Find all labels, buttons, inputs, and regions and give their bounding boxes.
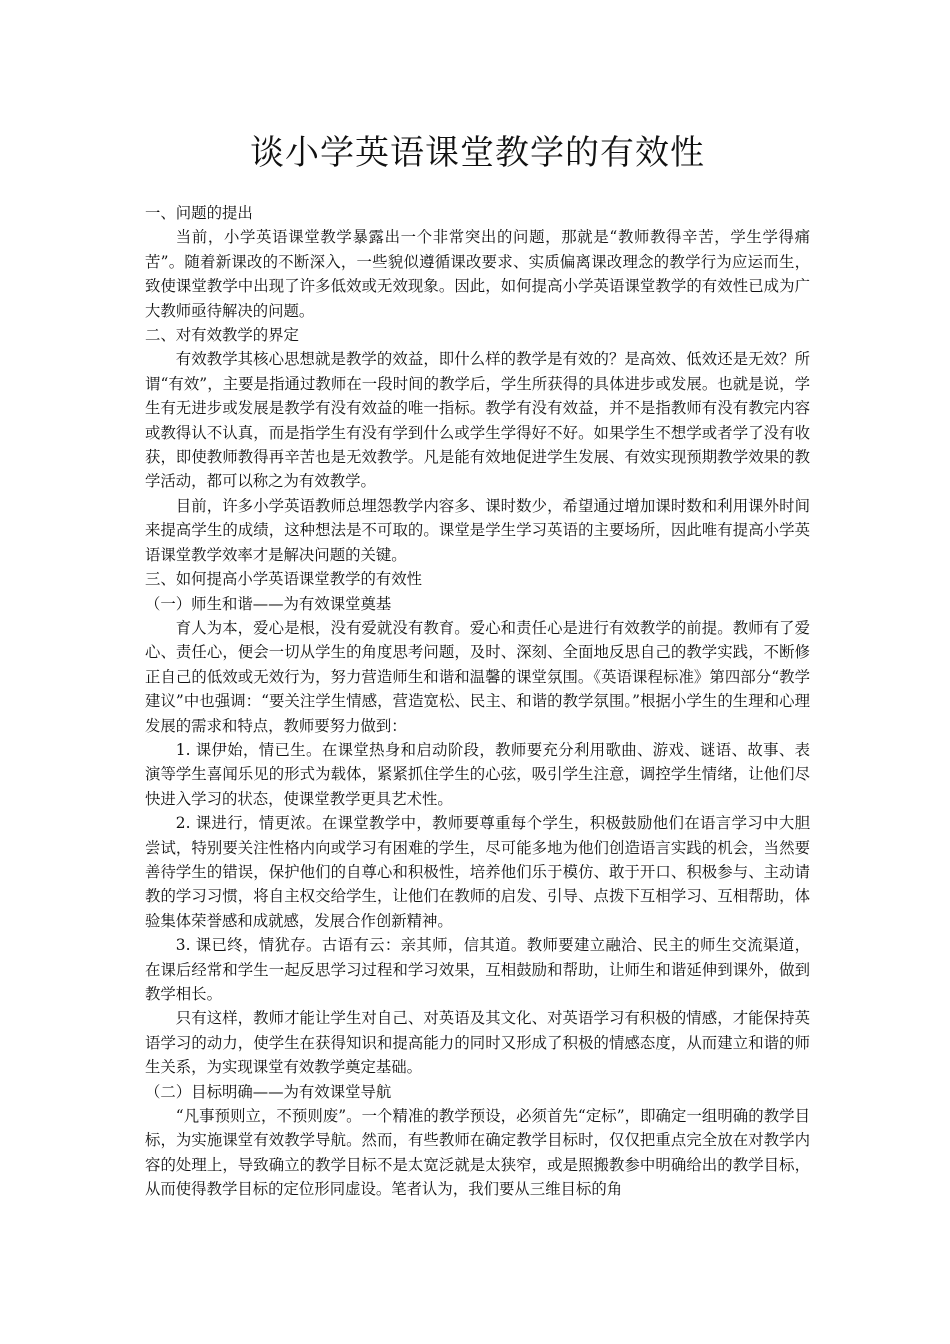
document-page xyxy=(145,0,810,1202)
section-heading: （二）目标明确——为有效课堂导航 xyxy=(145,1082,392,1101)
body-paragraph: 2. 课进行，情更浓。在课堂教学中，教师要尊重每个学生，积极鼓励他们在语言学习中大胆尝试，特别要关注性格内向或学习有困难的学生，尽可能多地为他们创造语言实践的机会，当然要善待学生的错误，保护他们的自尊心和积极性，培养他们乐于模仿、敢于开口、积极参与、主动请教的学习习惯，将自主权交给学生，让他们在教师的启发、引导、点拨下互相学习、互相帮助，体验集体荣誉感和成就感，发展合作创新精神。 xyxy=(145,814,810,930)
document-body xyxy=(145,201,810,1202)
section-heading: 二、对有效教学的界定 xyxy=(145,326,299,345)
body-paragraph: 育人为本，爱心是根，没有爱就没有教育。爱心和责任心是进行有效教学的前提。教师有了爱心、责任心，便会一切从学生的角度思考问题，及时、深刻、全面地反思自己的教学实践，不断修正自己的低效或无效行为，努力营造师生和谐和温馨的课堂氛围。《英语课程标准》第四部分“教学建议”中也强调：“要关注学生情感，营造宽松、民主、和谐的教学氛围。”根据小学生的生理和心理发展的需求和特点，教师要努力做到： xyxy=(145,618,810,735)
section-heading: 三、如何提高小学英语课堂教学的有效性 xyxy=(145,570,423,589)
body-paragraph: “凡事预则立，不预则废”。一个精准的教学预设，必须首先“定标”，即确定一组明确的教学目标，为实施课堂有效教学导航。然而，有些教师在确定教学目标时，仅仅把重点完全放在对教学内容的处理上，导致确立的教学目标不是太宽泛就是太狭窄，或是照搬教参中明确给出的教学目标，从而使得教学目标的定位形同虚设。笔者认为，我们要从三维目标的角 xyxy=(145,1107,810,1199)
document-title: 谈小学英语课堂教学的有效性 xyxy=(250,133,705,173)
body-paragraph: 只有这样，教师才能让学生对自己、对英语及其文化、对英语学习有积极的情感，才能保持英语学习的动力，使学生在获得知识和提高能力的同时又形成了积极的情感态度，从而建立和谐的师生关系，为实现课堂有效教学奠定基础。 xyxy=(145,1009,810,1077)
body-paragraph: 1. 课伊始，情已生。在课堂热身和启动阶段，教师要充分利用歌曲、游戏、谜语、故事、表演等学生喜闻乐见的形式为载体，紧紧抓住学生的心弦，吸引学生注意，调控学生情绪，让他们尽快进入学习的状态，使课堂教学更具艺术性。 xyxy=(145,740,810,808)
section-heading: （一）师生和谐——为有效课堂奠基 xyxy=(145,594,392,613)
body-paragraph: 有效教学其核心思想就是教学的效益，即什么样的教学是有效的？是高效、低效还是无效？所谓“有效”，主要是指通过教师在一段时间的教学后，学生所获得的具体进步或发展。也就是说，学生有无进步或发展是教学有没有效益的唯一指标。教学有没有效益，并不是指教师有没有教完内容或教得认不认真，而是指学生有没有学到什么或学生学得好不好。如果学生不想学或者学了没有收获，即使教师教得再辛苦也是无效教学。凡是能有效地促进学生发展、有效实现预期教学效果的教学活动，都可以称之为有效教学。 xyxy=(145,350,810,491)
section-heading: 一、问题的提出 xyxy=(145,204,253,222)
body-paragraph: 3. 课已终，情犹存。古语有云：亲其师，信其道。教师要建立融洽、民主的师生交流渠道，在课后经常和学生一起反思学习过程和学习效果，互相鼓励和帮助，让师生和谐延伸到课外，做到教学相长。 xyxy=(145,936,810,1003)
body-paragraph: 当前，小学英语课堂教学暴露出一个非常突出的问题，那就是“教师教得辛苦，学生学得痛苦”。随着新课改的不断深入，一些貌似遵循课改要求、实质偏离课改理念的教学行为应运而生，致使课堂教学中出现了许多低效或无效现象。因此，如何提高小学英语课堂教学的有效性已成为广大教师亟待解决的问题。 xyxy=(145,228,810,320)
body-paragraph: 目前，许多小学英语教师总埋怨教学内容多、课时数少，希望通过增加课时数和利用课外时间来提高学生的成绩，这种想法是不可取的。课堂是学生学习英语的主要场所，因此唯有提高小学英语课堂教学效率才是解决问题的关键。 xyxy=(145,496,810,564)
